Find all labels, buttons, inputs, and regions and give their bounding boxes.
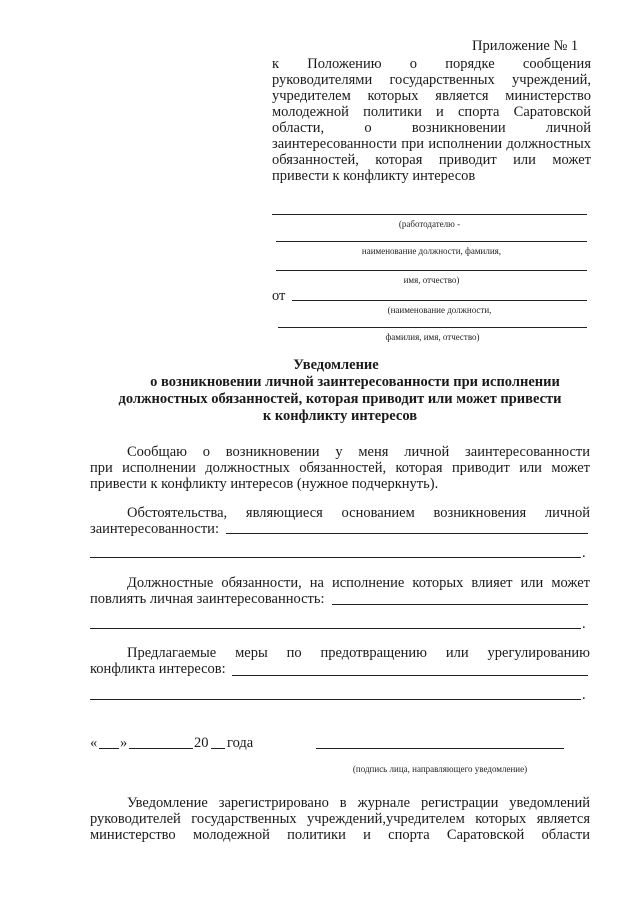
sender-line-2[interactable] — [278, 327, 587, 328]
period: . — [582, 616, 586, 632]
addressee-caption: наименование должности, фамилия, — [361, 246, 502, 256]
appendix-line: обязанностей, которая приводит или может — [272, 152, 591, 168]
date-month-line[interactable] — [129, 748, 193, 749]
paragraph-line: руководителей государственных учреждений,учредителем которых является — [90, 811, 590, 827]
appendix-line: учредителем которых является министерство — [272, 88, 591, 104]
from-label: от — [272, 288, 286, 304]
duties-input-line-1[interactable] — [332, 604, 588, 605]
appendix-text — [272, 56, 591, 184]
title-line: к конфликту интересов — [262, 408, 418, 424]
date-day-line[interactable] — [99, 748, 119, 749]
year-suffix: года — [227, 735, 254, 751]
addressee-caption: имя, отчество) — [403, 275, 460, 285]
notice-paragraph — [90, 444, 590, 492]
sender-line-1[interactable] — [292, 300, 587, 301]
paragraph-line: Обстоятельства, являющиеся основанием возникновения личной — [127, 505, 590, 521]
appendix-line: заинтересованности при исполнении должностных — [272, 136, 591, 152]
appendix-line: привести к конфликту интересов — [272, 168, 476, 184]
date-open-quote: « — [90, 735, 98, 751]
paragraph-line: Уведомление зарегистрировано в журнале регистрации уведомлений — [127, 795, 590, 811]
period: . — [582, 687, 586, 703]
appendix-line: молодежной политики и спорта Саратовской — [272, 104, 591, 120]
paragraph-line: привести к конфликту интересов (нужное подчеркнуть). — [90, 476, 439, 492]
paragraph-line: министерство молодежной политики и спорта Саратовской области — [90, 827, 590, 843]
duties-input-line-2[interactable] — [90, 628, 581, 629]
title-line: Уведомление — [293, 357, 379, 373]
paragraph-line: заинтересованности: — [90, 521, 219, 537]
date-year-line[interactable] — [211, 748, 225, 749]
sender-caption: (наименование должности, — [387, 305, 492, 315]
measures-input-line-1[interactable] — [232, 675, 588, 676]
appendix-line: к Положению о порядке сообщения — [272, 56, 591, 72]
date-close-quote: » — [120, 735, 128, 751]
circumstances-input-line-1[interactable] — [226, 533, 588, 534]
addressee-line-3[interactable] — [276, 270, 587, 271]
appendix-number: Приложение № 1 — [472, 38, 579, 54]
paragraph-line: Сообщаю о возникновении у меня личной заинтересованности — [127, 444, 590, 460]
signature-line[interactable] — [316, 748, 564, 749]
year-prefix: 20 — [194, 735, 209, 751]
appendix-line: руководителями государственных учреждений, — [272, 72, 591, 88]
signature-caption: (подпись лица, направляющего уведомление) — [352, 764, 528, 774]
document-title — [90, 357, 590, 425]
sender-caption: фамилия, имя, отчество) — [385, 332, 480, 342]
title-line: о возникновении личной заинтересованности при исполнении — [150, 374, 560, 390]
paragraph-line: конфликта интересов: — [90, 661, 226, 677]
period: . — [582, 545, 586, 561]
addressee-line-1[interactable] — [272, 214, 587, 215]
measures-input-line-2[interactable] — [90, 699, 581, 700]
paragraph-line: Должностные обязанности, на исполнение которых влияет или может — [127, 575, 590, 591]
measures-paragraph — [90, 645, 590, 677]
paragraph-line: при исполнении должностных обязанностей, которая приводит или может — [90, 460, 590, 476]
circumstances-input-line-2[interactable] — [90, 557, 581, 558]
appendix-line: области, о возникновении личной — [272, 120, 591, 136]
paragraph-line: Предлагаемые меры по предотвращению или урегулированию — [127, 645, 590, 661]
addressee-caption: (работодателю - — [398, 219, 461, 229]
registration-paragraph — [90, 795, 590, 843]
addressee-line-2[interactable] — [276, 241, 587, 242]
paragraph-line: повлиять личная заинтересованность: — [90, 591, 325, 607]
title-line: должностных обязанностей, которая приводит или может привести — [118, 391, 562, 407]
duties-paragraph — [90, 575, 590, 607]
